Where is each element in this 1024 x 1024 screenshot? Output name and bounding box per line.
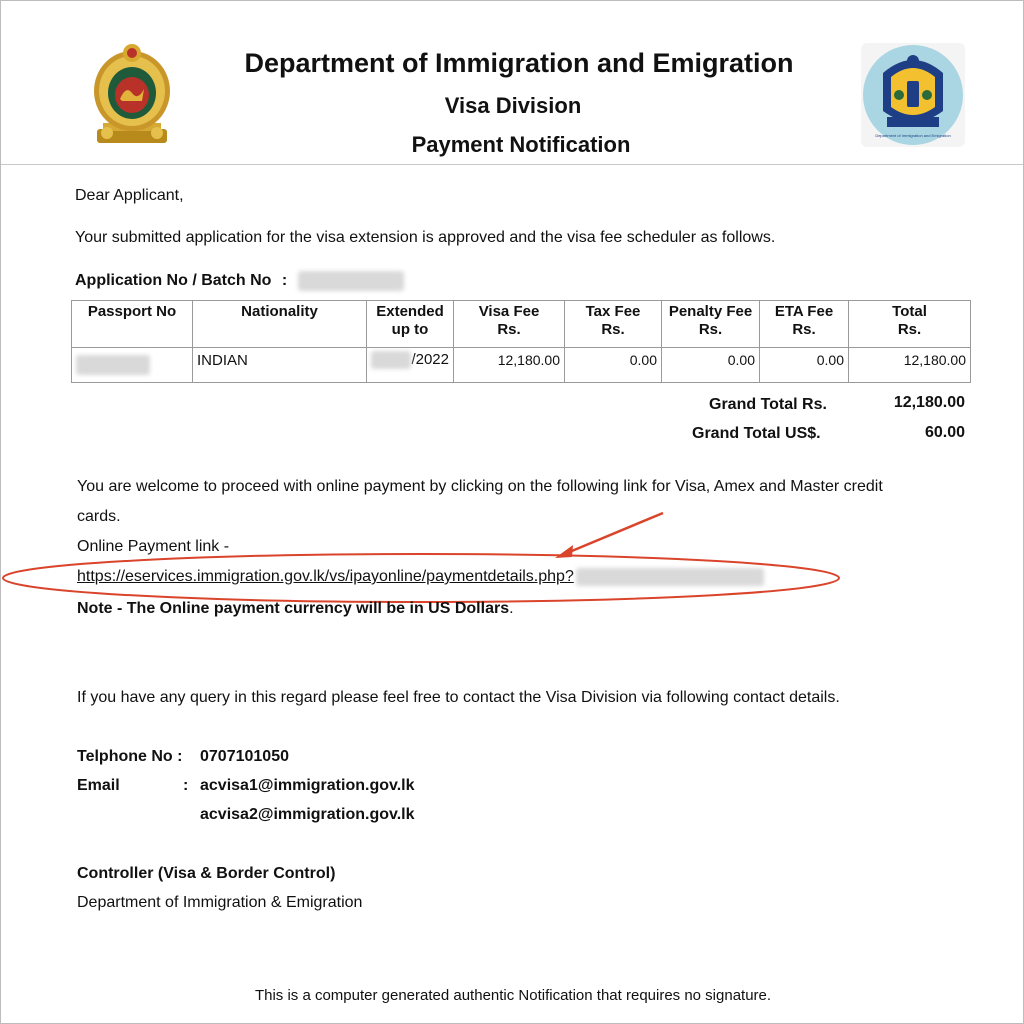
seal-text: Department of Immigration and Emigration [875,133,951,138]
email-1[interactable]: acvisa1@immigration.gov.lk [200,777,415,794]
signoff-department: Department of Immigration & Emigration [77,894,363,911]
nationality-cell: INDIAN [193,348,367,383]
division-title: Visa Division [444,93,582,118]
currency-note-text: Note - The Online payment currency will be in US Dollars [77,600,510,617]
footer-note: This is a computer generated authentic Notification that requires no signature. [254,987,772,1004]
col-nationality: Nationality [193,301,367,348]
total-cell: 12,180.00 [849,348,971,383]
col-visa-fee: Visa Fee Rs. [454,301,565,348]
payment-paragraph-line1: You are welcome to proceed with online payment by clicking on the following link for Visa, Amex and Master credit [77,478,883,495]
phone-label: Telphone No : [77,748,183,765]
highlight-annotation-icon [1,501,861,611]
application-number-redacted [298,271,404,291]
extended-year: /2022 [411,351,449,368]
passport-no-cell [72,348,193,383]
tax-fee-cell: 0.00 [565,348,662,383]
application-number-separator: : [281,272,288,290]
query-text: If you have any query in this regard please feel free to contact the Visa Division via following contact details. [77,689,840,706]
document-title: Payment Notification [411,132,631,157]
email-label: Email [77,777,120,794]
col-total: Total Rs. [849,301,971,348]
col-passport-no: Passport No [72,301,193,348]
col-eta-fee: ETA Fee Rs. [760,301,849,348]
intro-text: Your submitted application for the visa extension is approved and the visa fee scheduler as follows. [75,229,776,246]
col-extended-up-to: Extended up to [367,301,454,348]
grand-total-rs-label: Grand Total Rs. [709,396,827,413]
currency-note [77,600,514,618]
grand-total-usd-value: 60.00 [924,424,965,441]
passport-no-redacted [76,355,150,375]
greeting: Dear Applicant, [75,187,184,204]
table-row [72,348,971,383]
department-title: Department of Immigration and Emigration [244,48,794,78]
grand-total-usd-label: Grand Total US$. [692,425,821,442]
email-separator: : [183,777,189,794]
col-penalty-fee: Penalty Fee Rs. [662,301,760,348]
extended-cell [367,348,454,383]
phone-number: 0707101050 [200,748,289,765]
currency-note-period: . [509,600,514,617]
fee-table-header [72,301,971,348]
eta-fee-cell: 0.00 [760,348,849,383]
payment-link[interactable]: https://eservices.immigration.gov.lk/vs/ipayonline/paymentdetails.php? [77,568,574,586]
fee-table [71,300,971,383]
payment-paragraph-line2: cards. [77,508,121,525]
penalty-fee-cell: 0.00 [662,348,760,383]
email-2[interactable]: acvisa2@immigration.gov.lk [200,806,415,823]
extended-date-redacted [371,351,411,369]
application-number-row [75,271,404,291]
header-divider [1,164,1023,165]
payment-link-label: Online Payment link - [77,538,230,555]
signoff-title: Controller (Visa & Border Control) [77,865,336,882]
grand-total-rs-value: 12,180.00 [893,394,965,411]
application-number-label: Application No / Batch No [75,272,272,290]
col-tax-fee: Tax Fee Rs. [565,301,662,348]
visa-fee-cell: 12,180.00 [454,348,565,383]
